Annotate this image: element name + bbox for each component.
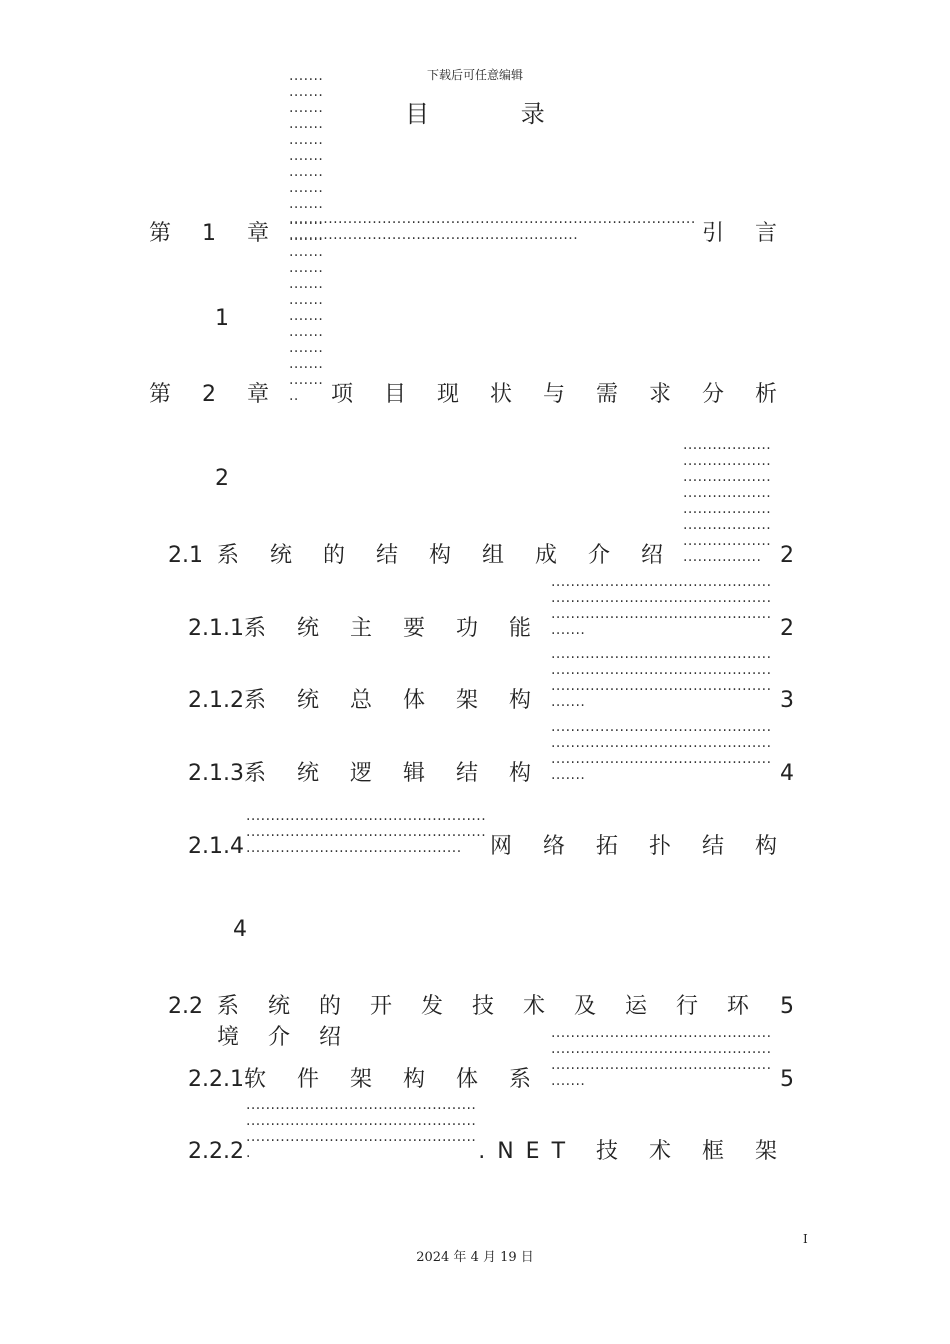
entry-title: 系 统 逻 辑 结 构 xyxy=(243,761,543,786)
entry-page: 5 xyxy=(780,994,794,1019)
entry-label: 2.1.3 xyxy=(188,761,244,786)
entry-label: 第 1 章 xyxy=(149,221,281,246)
dot-leader xyxy=(551,574,772,645)
entry-page: 3 xyxy=(780,688,794,713)
entry-page: 5 xyxy=(780,1067,794,1092)
toc-entry-2-1-1[interactable] xyxy=(188,611,794,645)
dot-leader xyxy=(683,437,772,572)
toc-entry-2-1[interactable] xyxy=(168,538,794,572)
entry-label: 2.1.1 xyxy=(188,616,244,641)
toc-entry-2-1-2[interactable] xyxy=(188,683,794,717)
entry-label: 第 2 章 xyxy=(149,382,281,407)
entry-page: 2 xyxy=(780,616,794,641)
entry-label: 2.1.2 xyxy=(188,688,244,713)
entry-page: 2 xyxy=(215,466,229,491)
toc-entry-ch1[interactable] xyxy=(149,216,789,250)
toc-entry-ch2[interactable] xyxy=(149,377,789,411)
entry-label: 2.2.2 xyxy=(188,1139,244,1164)
header-note: 下载后可任意编辑 xyxy=(426,68,523,82)
entry-title: 系 统 总 体 架 构 xyxy=(243,688,543,713)
entry-label: 2.1 xyxy=(168,543,203,568)
entry-title: 软 件 架 构 体 系 xyxy=(243,1067,543,1092)
entry-label: 2.2.1 xyxy=(188,1067,244,1092)
entry-label: 2.1.4 xyxy=(188,834,244,859)
toc-title: 目 录 xyxy=(405,100,587,128)
entry-page: 4 xyxy=(780,761,794,786)
entry-title: .NET 技 术 框 架 xyxy=(478,1139,789,1164)
toc-entry-2-1-4[interactable] xyxy=(188,829,789,863)
entry-title: 系 统 的 结 构 组 成 介 绍 xyxy=(217,543,675,568)
entry-title: 引 言 xyxy=(702,221,789,246)
entry-title: 项 目 现 状 与 需 求 分 析 xyxy=(331,382,789,407)
toc-entry-2-2-1[interactable] xyxy=(188,1062,794,1096)
dot-leader xyxy=(246,1097,476,1168)
dot-leader xyxy=(246,808,488,863)
dot-leader xyxy=(551,646,772,717)
entry-title: 系 统 主 要 功 能 xyxy=(243,616,543,641)
entry-page: 2 xyxy=(780,543,794,568)
entry-page: 1 xyxy=(215,306,229,331)
toc-entry-2-1-3[interactable] xyxy=(188,756,794,790)
entry-page: 4 xyxy=(233,917,247,942)
entry-title: 网 络 拓 扑 结 构 xyxy=(490,834,789,859)
entry-label: 2.2 xyxy=(168,994,203,1019)
dot-leader xyxy=(289,68,323,411)
page-number-marker: I xyxy=(803,1232,808,1246)
dot-leader xyxy=(289,211,694,250)
toc-entry-2-2[interactable] xyxy=(168,989,794,1050)
toc-entry-2-2-2[interactable] xyxy=(188,1134,789,1168)
dot-leader xyxy=(551,719,772,790)
dot-leader xyxy=(551,1025,772,1096)
footer-date: 2024 年 4 月 19 日 xyxy=(416,1250,534,1265)
entry-title: 系 统 的 开 发 技 术 及 运 行 环 境 介 绍 xyxy=(217,994,760,1050)
